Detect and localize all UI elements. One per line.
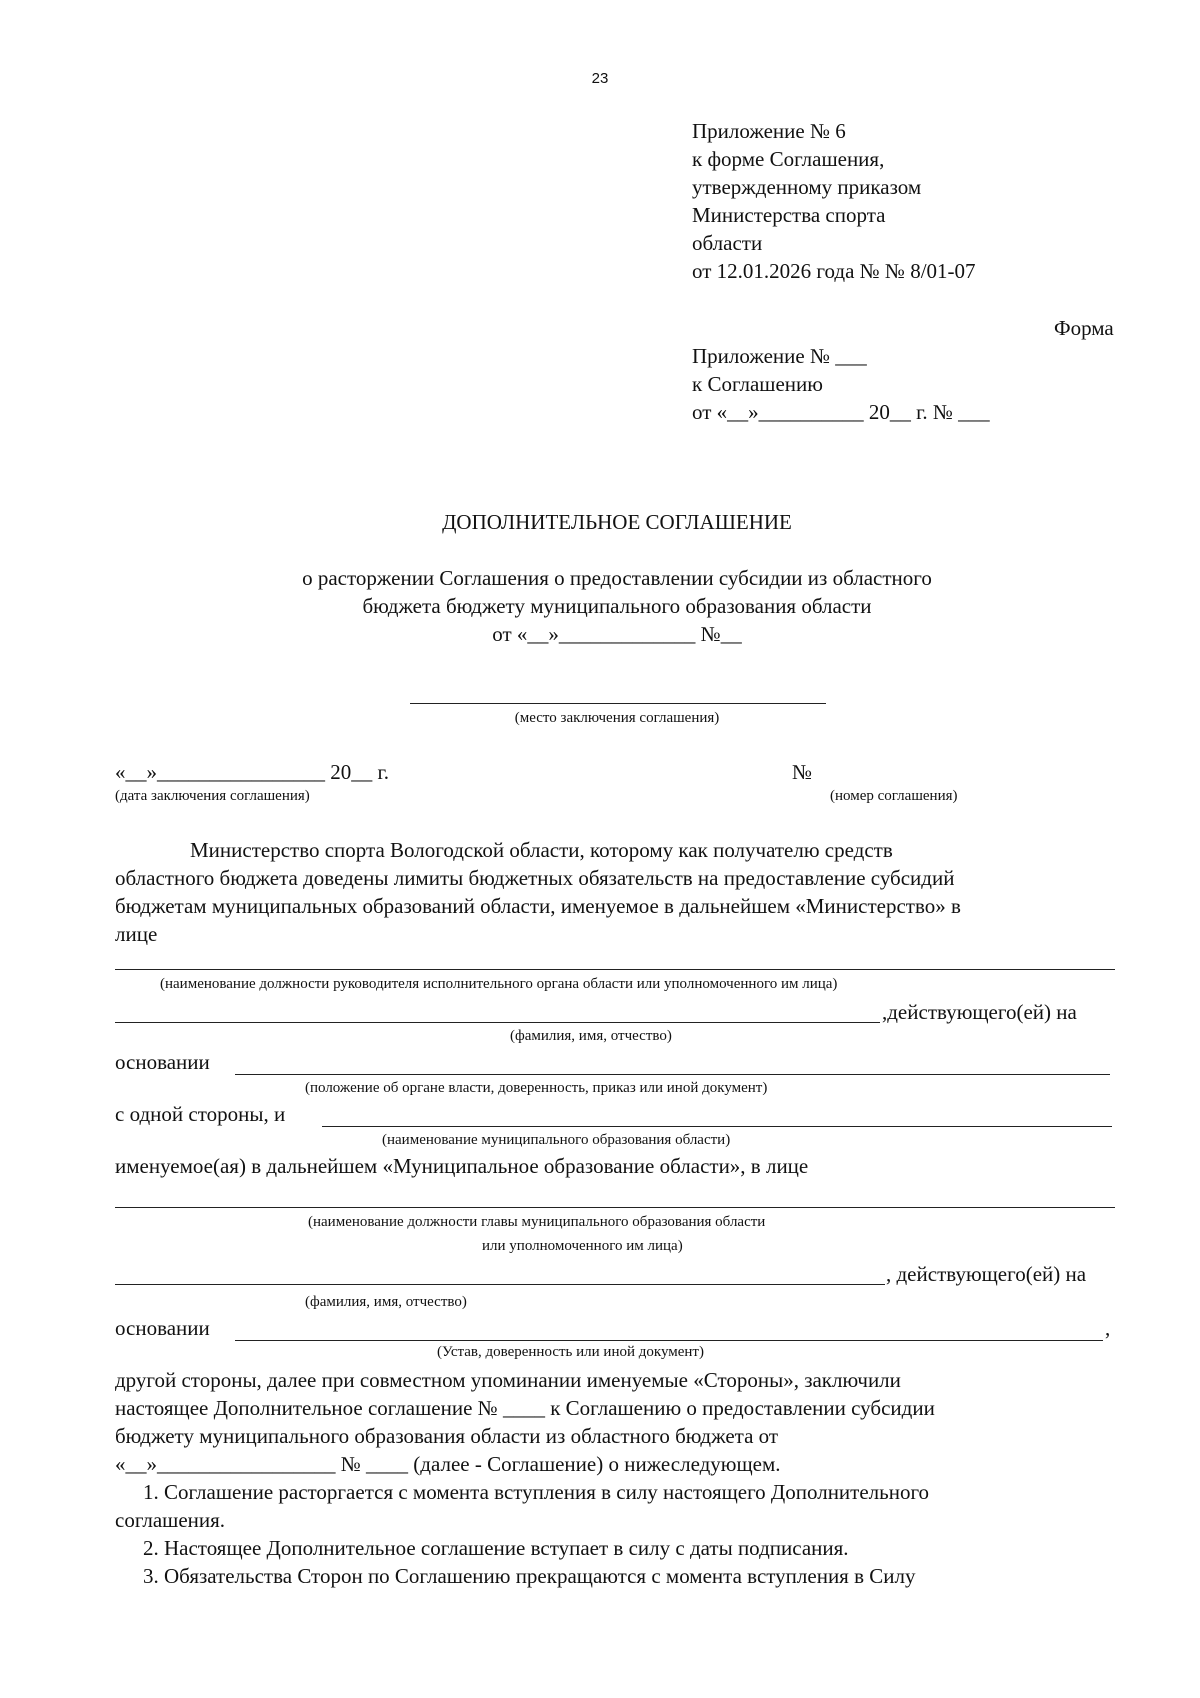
page-number: 23: [591, 70, 609, 87]
appendix-header-line: от 12.01.2026 года № № 8/01-07: [692, 259, 976, 283]
basis-label-2: основании: [115, 1316, 210, 1340]
item-2: 2. Настоящее Дополнительное соглашение вступает в силу с даты подписания.: [143, 1536, 849, 1560]
basis-label-1: основании: [115, 1050, 210, 1074]
closing-line: бюджету муниципального образования области из областного бюджета от: [115, 1424, 779, 1448]
municipality-line: [322, 1126, 1112, 1127]
mun-head-caption-line: (наименование должности главы муниципального образования области: [308, 1214, 766, 1230]
intro-line: лице: [115, 922, 158, 946]
full-name-line-2: [115, 1284, 885, 1285]
item-1-continued: соглашения.: [115, 1508, 226, 1532]
subtitle-line: о расторжении Соглашения о предоставлении субсидии из областного: [302, 566, 932, 590]
place-line: [410, 703, 826, 704]
acting-label-1: ,действующего(ей) на: [882, 1000, 1077, 1024]
full-name-caption-2: (фамилия, имя, отчество): [305, 1294, 467, 1310]
one-side-label: с одной стороны, и: [115, 1102, 286, 1126]
subtitle-line: бюджета бюджету муниципального образования области: [362, 594, 872, 618]
appendix-header-line: Приложение № 6: [692, 119, 846, 143]
basis-caption-2: (Устав, доверенность или иной документ): [437, 1344, 704, 1360]
intro-line: бюджетам муниципальных образований области, именуемое в дальнейшем «Министерство» в: [115, 894, 961, 918]
agreement-appendix-line: от «__»__________ 20__ г. № ___: [692, 400, 990, 424]
named-municipality: именуемое(ая) в дальнейшем «Муниципальное образование области», в лице: [115, 1154, 809, 1178]
intro-line: Министерство спорта Вологодской области, которому как получателю средств: [190, 838, 893, 862]
mun-head-line: [115, 1207, 1115, 1208]
basis-line-1: [235, 1074, 1110, 1075]
number-field: №: [792, 760, 813, 784]
full-name-caption-1: (фамилия, имя, отчество): [510, 1028, 672, 1044]
form-label: Форма: [1054, 316, 1114, 340]
closing-line: настоящее Дополнительное соглашение № ____ к Соглашению о предоставлении субсидии: [115, 1396, 935, 1420]
number-caption: (номер соглашения): [830, 788, 958, 804]
acting-label-2: , действующего(ей) на: [886, 1262, 1087, 1286]
mun-head-caption-line: или уполномоченного им лица): [482, 1238, 683, 1254]
appendix-header-line: к форме Соглашения,: [692, 147, 885, 171]
appendix-header-line: области: [692, 231, 763, 255]
closing-line: «__»_________________ № ____ (далее - Соглашение) о нижеследующем.: [115, 1452, 781, 1476]
municipality-caption: (наименование муниципального образования области): [382, 1132, 731, 1148]
document-title: ДОПОЛНИТЕЛЬНОЕ СОГЛАШЕНИЕ: [442, 510, 792, 534]
item-1: 1. Соглашение расторгается с момента вступления в силу настоящего Дополнительного: [143, 1480, 930, 1504]
full-name-line-1: [115, 1022, 880, 1023]
basis-line-2: [235, 1340, 1103, 1341]
date-caption: (дата заключения соглашения): [115, 788, 310, 804]
basis-comma: ,: [1105, 1316, 1111, 1340]
agreement-appendix-line: Приложение № ___: [692, 344, 867, 368]
head-position-line: [115, 969, 1115, 970]
date-field: «__»________________ 20__ г.: [115, 760, 389, 784]
item-3: 3. Обязательства Сторон по Соглашению прекращаются с момента вступления в Силу: [143, 1564, 916, 1588]
intro-line: областного бюджета доведены лимиты бюджетных обязательств на предоставление субсидий: [115, 866, 955, 890]
head-position-caption: (наименование должности руководителя исполнительного органа области или уполномоченного им лица): [160, 976, 838, 992]
basis-caption-1: (положение об органе власти, доверенность, приказ или иной документ): [305, 1080, 768, 1096]
appendix-header-line: утвержденному приказом: [692, 175, 922, 199]
place-caption: (место заключения соглашения): [514, 710, 720, 726]
appendix-header-line: Министерства спорта: [692, 203, 886, 227]
closing-line: другой стороны, далее при совместном упоминании именуемые «Стороны», заключили: [115, 1368, 901, 1392]
subtitle-line: от «__»_____________ №__: [492, 622, 742, 646]
agreement-appendix-line: к Соглашению: [692, 372, 823, 396]
